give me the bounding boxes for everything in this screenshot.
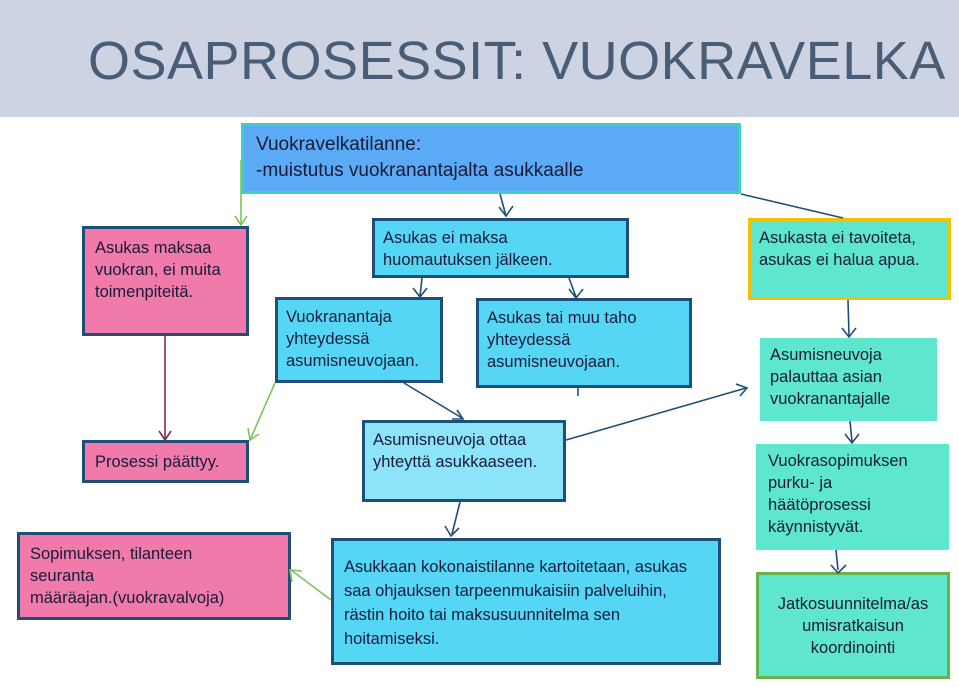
box-line: Vuokrasopimuksen (768, 452, 908, 470)
arrow-landlord-to-follow-up (250, 383, 275, 440)
arrow-assessment-to-follow-up (291, 570, 331, 600)
box-line: yhteydessä (487, 331, 571, 349)
arrow-not-paid-to-landlord (420, 278, 422, 296)
box-line: Asumisneuvoja ottaa (373, 431, 527, 449)
box-line: Jatkosuunnitelma/as (777, 595, 929, 613)
arrow-not-reached-to-returns (848, 300, 849, 336)
box-line: purku- ja (768, 474, 833, 492)
box-line: vuokranantajalle (770, 390, 891, 408)
page-title: OSAPROSESSIT: VUOKRAVELKA (88, 31, 946, 91)
box-line: Vuokranantaja (286, 308, 392, 326)
box-line: asumisneuvojaan. (286, 352, 419, 370)
box-line: Asukas ei maksa (383, 229, 508, 247)
box-line: käynnistyvät. (768, 518, 864, 536)
box-line: -muistutus vuokranantajalta asukkaalle (256, 160, 584, 181)
box-line: saa ohjauksen tarpeenmukaisiin palveluihin, (344, 582, 667, 600)
box-line: rästin hoito tai maksusuunnitelma sen (344, 606, 621, 624)
box-line: koordinointi (810, 639, 896, 657)
box-line: seuranta (30, 567, 95, 585)
box-line: huomautuksen jälkeen. (383, 251, 553, 269)
box-line: asumisneuvojaan. (487, 353, 620, 371)
box-line: Asukkaan kokonaistilanne kartoitetaan, asukas (344, 558, 688, 576)
box-line: Asukasta ei tavoiteta, (759, 229, 916, 247)
box-line: toimenpiteitä. (95, 283, 194, 301)
box-line: häätöprosessi (768, 496, 871, 514)
box-line: yhteyttä asukkaaseen. (373, 453, 538, 471)
box-line: vuokran, ei muita (95, 261, 221, 279)
box-line: Asukas tai muu taho (487, 309, 637, 327)
box-line: Asukas maksaa (95, 239, 212, 257)
arrow-advisor-to-not-reached (566, 388, 746, 440)
box-line: palauttaa asian (770, 368, 882, 386)
box-line: Asumisneuvoja (770, 346, 882, 364)
box-line: Sopimuksen, tilanteen (30, 545, 193, 563)
arrow-landlord-to-advisor (404, 383, 462, 418)
arrow-termination-to-solution (836, 550, 838, 570)
box-line: hoitamiseksi. (344, 630, 440, 648)
box-line: Prosessi päättyy. (95, 453, 220, 471)
box-line: määräajan.(vuokravalvoja) (30, 589, 225, 607)
box-line: yhteydessä (286, 330, 370, 348)
arrow-returns-to-termination (850, 421, 852, 442)
box-line: asukas ei halua apua. (759, 251, 920, 269)
box-line: Vuokravelkatilanne: (256, 134, 422, 155)
arrow-top-to-not-reached (741, 194, 843, 218)
box-line: umisratkaisun (802, 617, 904, 635)
